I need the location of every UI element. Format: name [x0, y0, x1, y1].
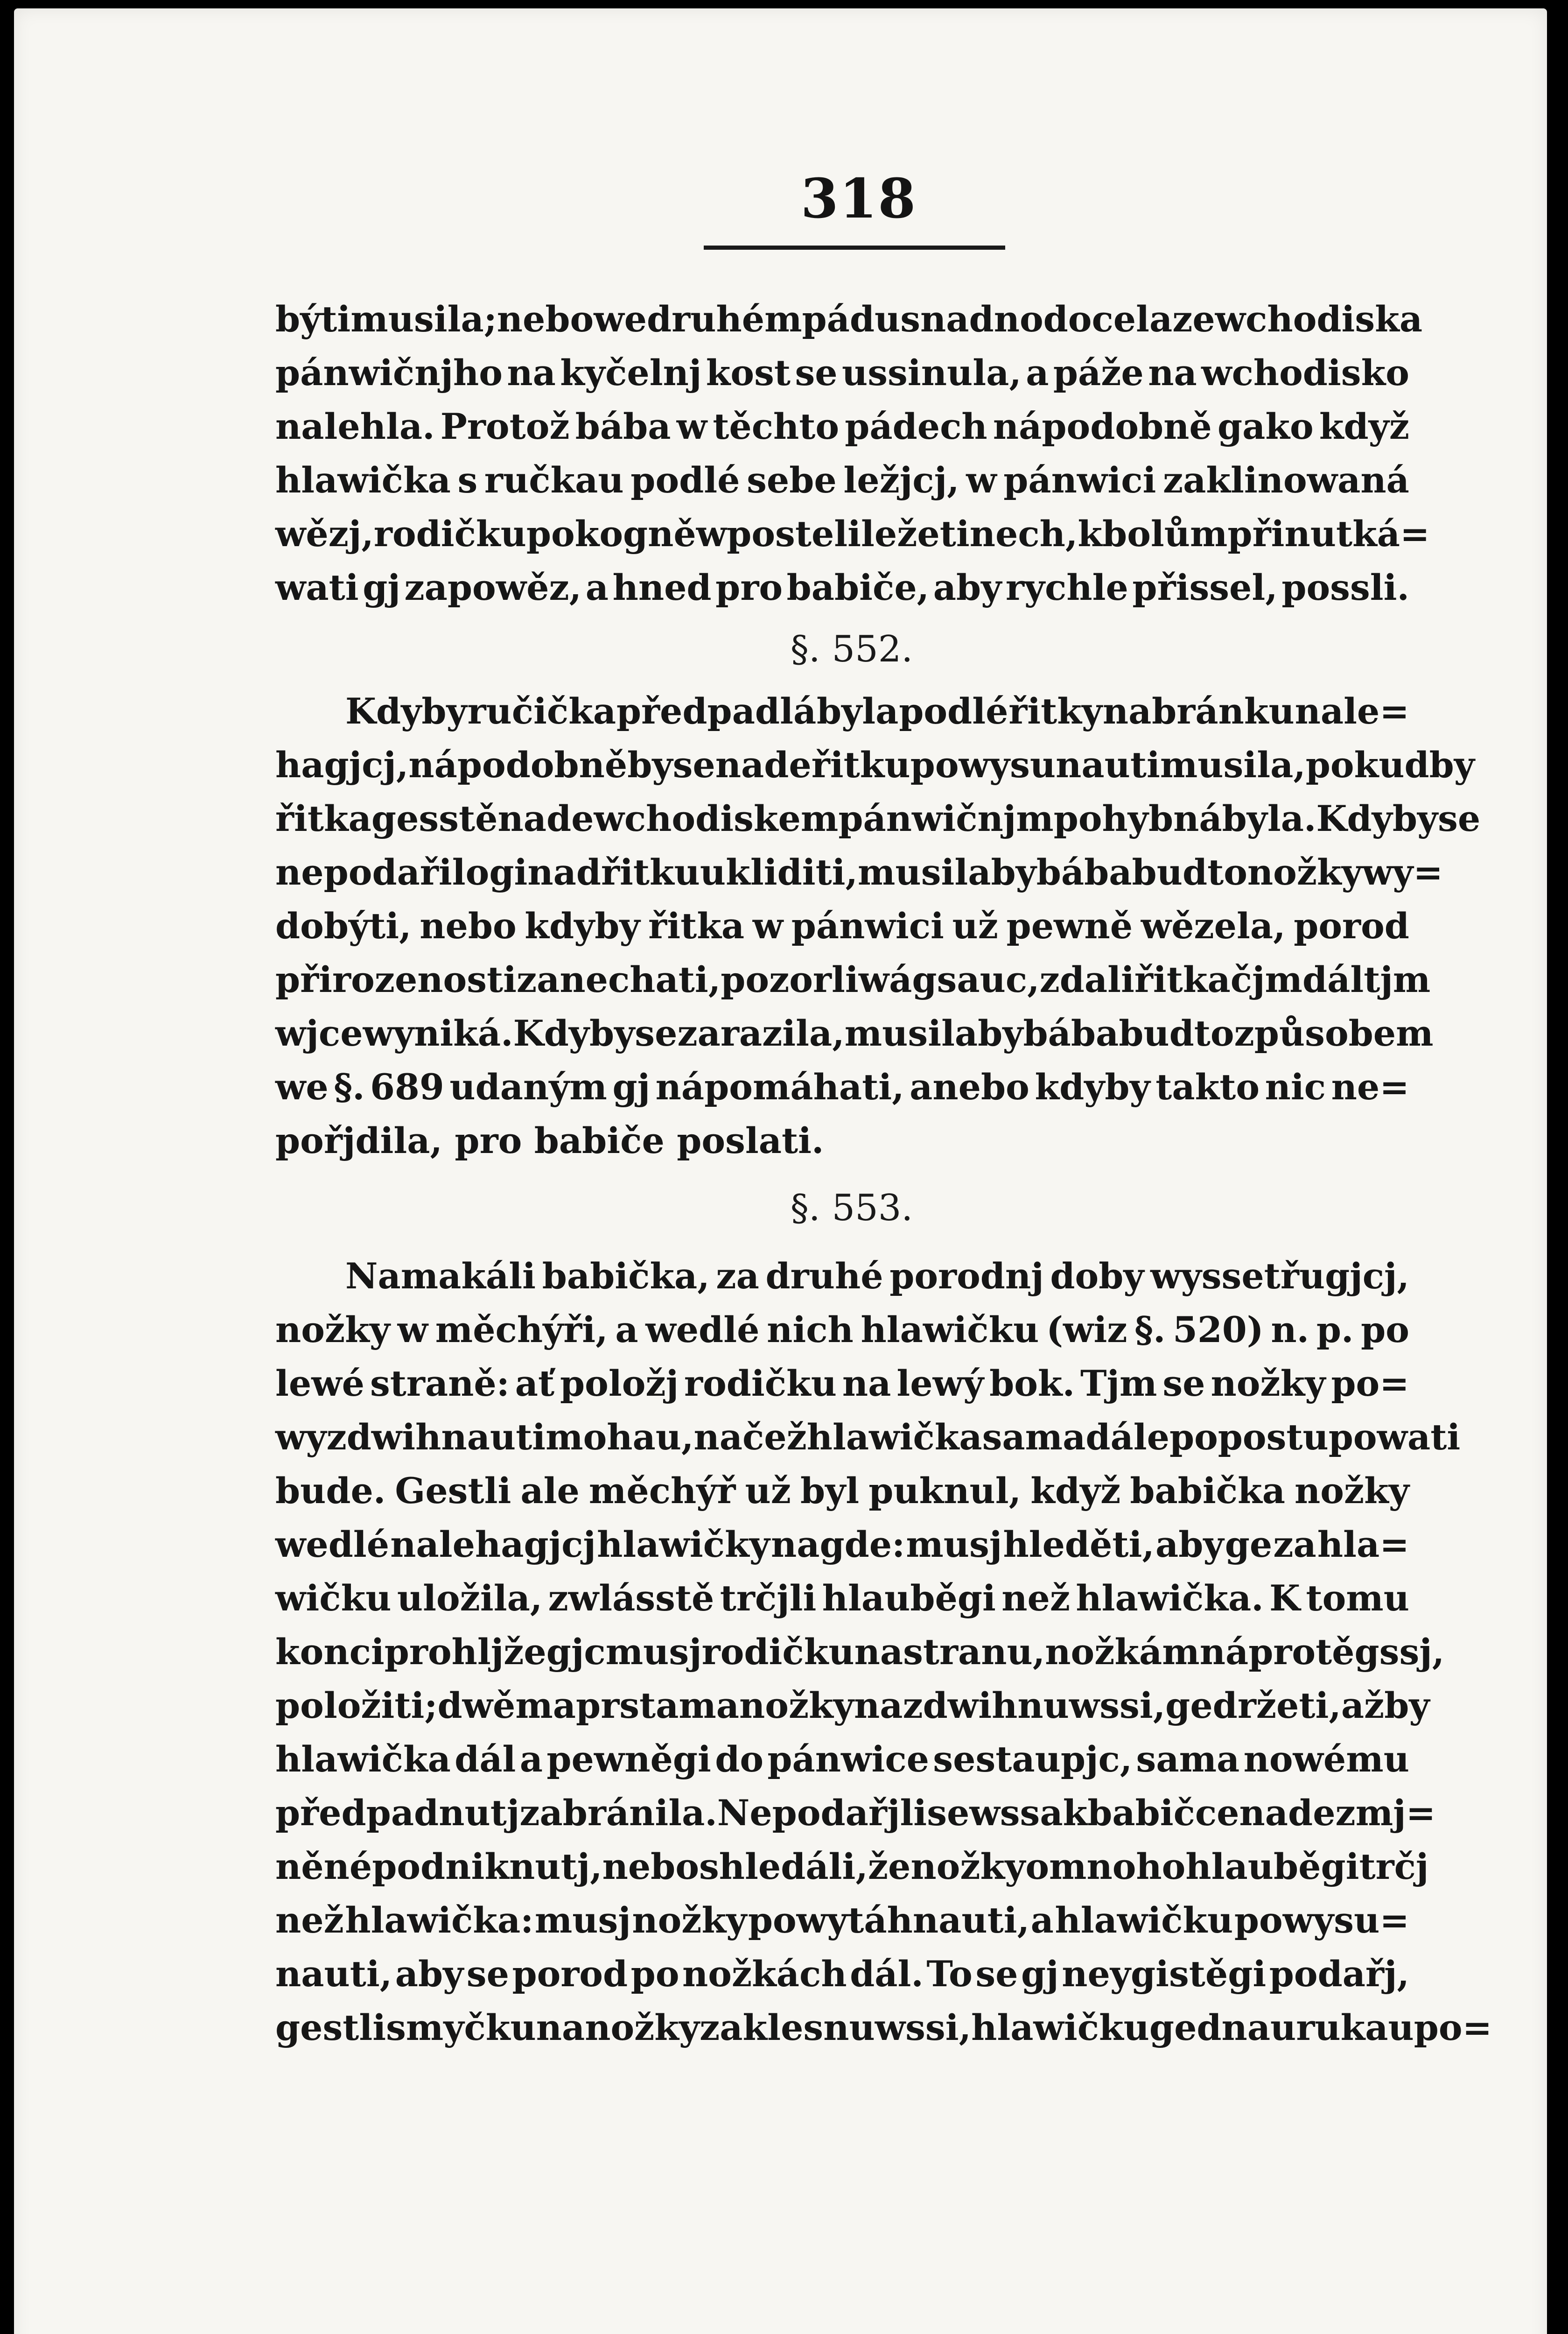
text-line: nalehla. Protož bába w těchto pádech nápodobně gako když [275, 406, 1409, 447]
text-line: hlawička s ručkau podlé sebe ležjcj, w pánwici zaklinowaná [275, 459, 1409, 501]
section-heading: §. 552. [790, 628, 913, 670]
text-line: býti musila; nebo we druhém pádu snadno docela ze wchodiska [275, 298, 1423, 340]
text-line: nožky w měchýři, a wedlé nich hlawičku (wiz §. 520) n. p. po [275, 1309, 1409, 1350]
text-line: wedlé nalehagjcj hlawičky nagde: musj hleděti, aby ge za hla= [275, 1524, 1409, 1565]
text-line: předpadnutj zabránila. Nepodařjli se wssak babičce nadezmj= [275, 1792, 1436, 1834]
page-number: 318 [800, 167, 917, 231]
text-line: wati gj zapowěz, a hned pro babiče, aby rychle přissel, possli. [275, 567, 1409, 608]
text-line: řitka gesstě nade wchodiskem pánwičnjm pohybná byla. Kdyby se [275, 798, 1481, 839]
text-line: dobýti, nebo kdyby řitka w pánwici už pewně wězela, porod [275, 905, 1409, 947]
text-line: gestli smyčku na nožky zaklesnuwssi, hlawičku gednau rukau po= [275, 2007, 1492, 2048]
text-line: položiti; dwěma prstama nožky nazdwihnuwssi, ge držeti, ažby [275, 1685, 1430, 1726]
book-page [14, 8, 1547, 2334]
text-line: wjce wyniká. Kdyby se zarazila, musilaby bába budto způsobem [275, 1012, 1434, 1054]
text-line: hagjcj, nápodobněby se nade řitku powysunauti musila, pokudby [275, 744, 1475, 786]
text-line: wězj, rodičku pokogně w posteli ležeti nech, k bolům přinutká= [275, 513, 1430, 555]
header-rule [704, 246, 1005, 250]
text-line: wičku uložila, zwlásstě trčjli hlauběgi než hlawička. K tomu [275, 1577, 1409, 1619]
text-line: pořjdila, pro babiče poslati. [275, 1120, 824, 1161]
text-line: přirozenosti zanechati, pozorliwá gsauc, zdali řitka čjm dál tjm [275, 959, 1431, 1000]
text-line: nauti, aby se porod po nožkách dál. To se gj neygistěgi podařj, [275, 1953, 1409, 1995]
text-line: konci prohljžegjc musj rodičku na stranu, nožkám náprotěgssj, [275, 1631, 1445, 1673]
text-line: něné podniknutj, nebo shledáli, že nožky o mnoho hlauběgi trčj [275, 1846, 1429, 1887]
text-line: Namakáli babička, za druhé porodnj doby wyssetřugjcj, [345, 1255, 1409, 1297]
text-line: wyzdwihnauti mohau, načež hlawička sama dále popostupowati [275, 1416, 1461, 1458]
section-heading: §. 553. [790, 1187, 913, 1229]
text-line: hlawička dál a pewněgi do pánwice sestaupjc, sama nowému [275, 1738, 1409, 1780]
text-line: než hlawička: musj nožky powytáhnauti, a hlawičku powysu= [275, 1899, 1409, 1941]
text-line: pánwičnjho na kyčelnj kost se ussinula, a páže na wchodisko [275, 352, 1409, 394]
text-line: nepodařilo gi nad řitku ukliditi, musilaby bába budto nožky wy= [275, 851, 1443, 893]
text-line: lewé straně: ať položj rodičku na lewý bok. Tjm se nožky po= [275, 1363, 1409, 1404]
text-line: bude. Gestli ale měchýř už byl puknul, když babička nožky [275, 1470, 1409, 1511]
text-line: Kdyby ručička předpadlá byla podlé řitky na bránku nale= [345, 690, 1409, 732]
body-text [275, 292, 1492, 2054]
text-line: we §. 689 udaným gj nápomáhati, anebo kdyby takto nic ne= [275, 1066, 1409, 1108]
